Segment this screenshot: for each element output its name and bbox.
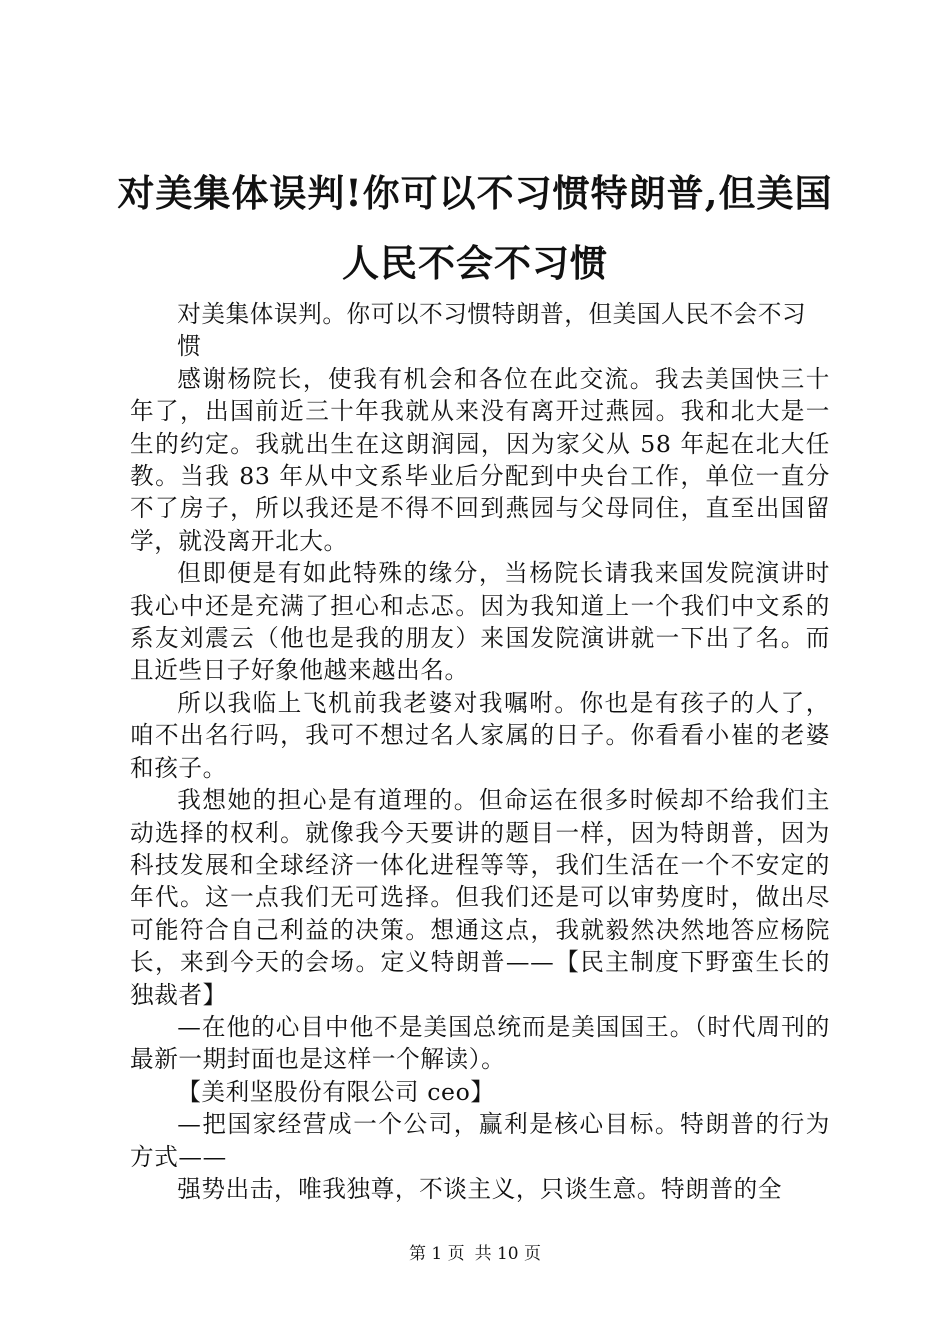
paragraph: 我想她的担心是有道理的。但命运在很多时候却不给我们主动选择的权利。就像我今天要讲的题目一样，因为特朗普，因为科技发展和全球经济一体化进程等等，我们生活在一个不安定的年代。这一点我们无可选择。但我们还是可以审势度时，做出尽可能符合自己利益的决策。想通这点，我就毅然决然地答应杨院长，来到今天的会场。定义特朗普——【民主制度下野蛮生长的独裁者】: [130, 786, 830, 1009]
paragraph: 对美集体误判。你可以不习惯特朗普，但美国人民不会不习: [177, 300, 807, 328]
total-pages: 共 10 页: [474, 1244, 542, 1264]
document-body: [130, 298, 830, 1205]
paragraph: 感谢杨院长，使我有机会和各位在此交流。我去美国快三十年了，出国前近三十年我就从来没有离开过燕园。我和北大是一生的约定。我就出生在这朗润园，因为家父从 58 年起在北大任教。当我 83 年从中文系毕业后分配到中央台工作，单位一直分不了房子，所以我还是不得不回到燕园与父母同住，直至出国留学，就没离开北大。: [130, 364, 830, 555]
paragraph: 但即便是有如此特殊的缘分，当杨院长请我来国发院演讲时我心中还是充满了担心和忐忑。因为我知道上一个我们中文系的系友刘震云（他也是我的朋友）来国发院演讲就一下出了名。而且近些日子好象他越来越出名。: [130, 559, 830, 685]
paragraph: —把国家经营成一个公司，赢利是核心目标。特朗普的行为方式——: [130, 1110, 830, 1171]
paragraph: 所以我临上飞机前我老婆对我嘱咐。你也是有孩子的人了，咱不出名行吗，我可不想过名人家属的日子。你看看小崔的老婆和孩子。: [130, 688, 830, 782]
paragraph: —在他的心目中他不是美国总统而是美国国王。（时代周刊的最新一期封面也是这样一个解读）。: [130, 1012, 830, 1074]
paragraph: 【美利坚股份有限公司 ceo】: [177, 1077, 495, 1106]
paragraph: 惯: [177, 332, 202, 361]
page-number: 第 1 页: [408, 1244, 465, 1264]
document-title: 对美集体误判!你可以不习惯特朗普,但美国人民不会不习惯: [117, 171, 833, 285]
paragraph: 强势出击，唯我独尊，不谈主义，只谈生意。特朗普的全: [177, 1174, 783, 1203]
page-footer: [0, 1243, 950, 1265]
